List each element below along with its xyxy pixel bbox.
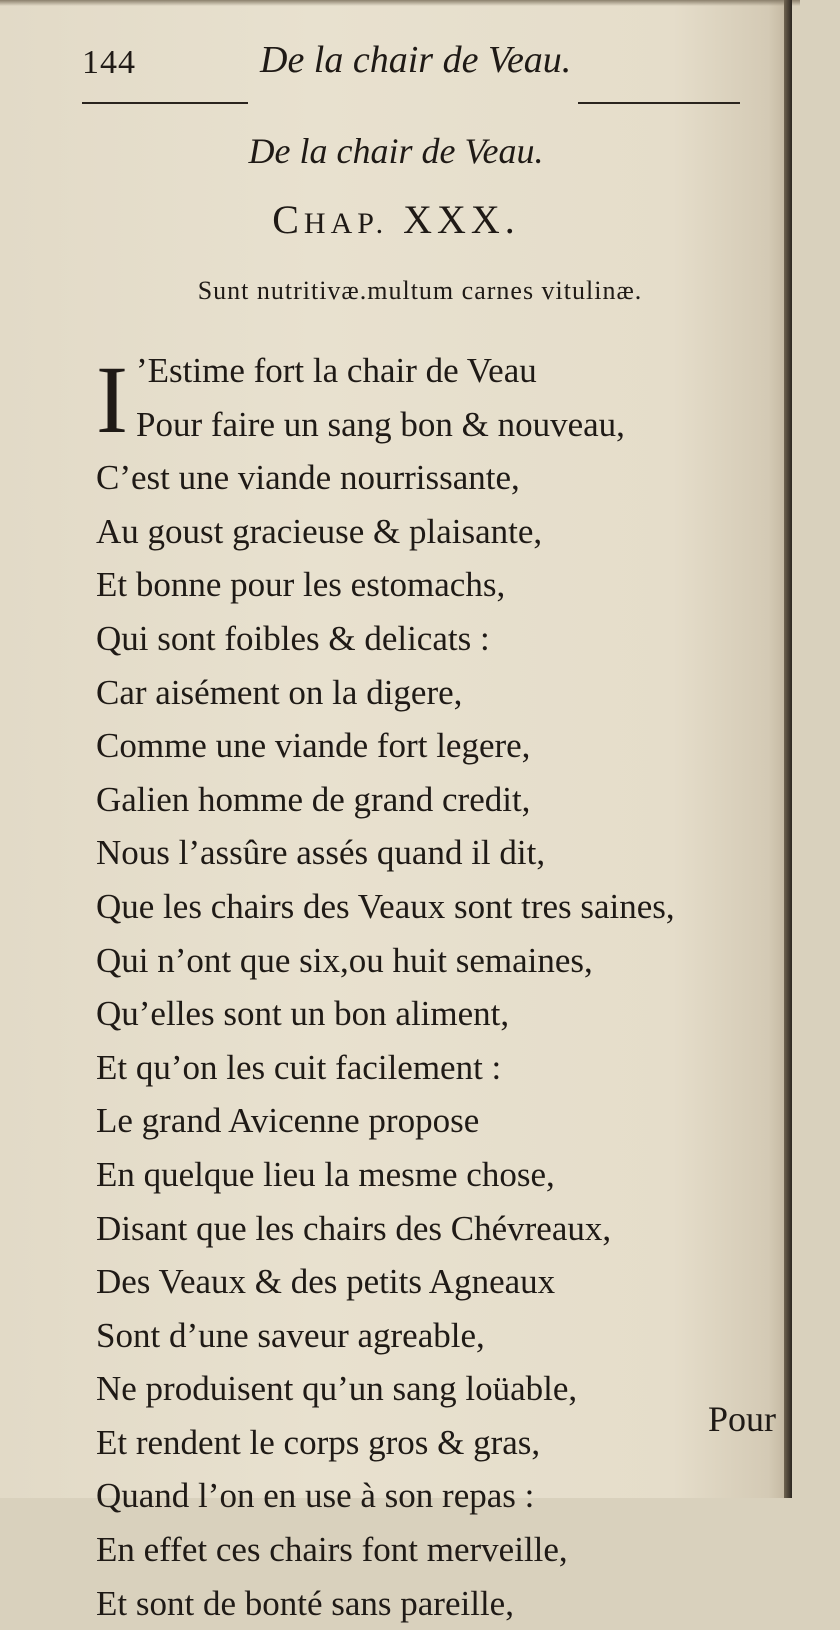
poem-line: Ne produisent qu’un sang loüable, [96,1369,578,1409]
poem-line: Des Veaux & des petits Agneaux [96,1262,556,1302]
section-title: De la chair de Veau. [248,131,544,171]
chapter-word-initial: C [272,197,304,242]
poem-line: En quelque lieu la mesme chose, [96,1154,555,1194]
header-rule-right [578,102,740,104]
poem-line: Et qu’on les cuit facilement : [96,1047,502,1087]
chapter-word-rest: HAP. [303,207,389,240]
drop-cap: I [96,346,128,453]
poem-line: Galien homme de grand credit, [96,779,531,819]
poem-line: Qu’elles sont un bon aliment, [96,994,510,1034]
chapter-heading [0,196,792,243]
running-title: De la chair de Veau. [260,39,572,81]
poem-line: Et rendent le corps gros & gras, [96,1422,541,1462]
poem-line: C’est une viande nourrissante, [96,458,520,498]
poem-line: Quand l’on en use à son repas : [96,1476,535,1516]
poem-line: Qui sont foibles & delicats : [96,618,490,658]
poem-line: Nous l’assûre assés quand il dit, [96,833,546,873]
poem-line: Au goust gracieuse & plaisante, [96,511,543,551]
latin-epigraph: Sunt nutritivæ.multum carnes vitulinæ. [197,276,643,305]
poem-line: Le grand Avicenne propose [96,1101,480,1141]
header-rule-left [82,102,248,104]
poem-body [96,344,796,1630]
poem-line: Et bonne pour les estomachs, [96,565,506,605]
poem-line: Comme une viande fort legere, [96,726,531,766]
poem-line: En effet ces chairs font merveille, [96,1530,568,1570]
poem-line: ’Estime fort la chair de Veau [136,351,537,390]
chapter-number: XXX. [403,197,520,242]
catchword: Pour [708,1399,777,1439]
poem-line: Qui n’ont que six,ou huit semaines, [96,940,593,980]
poem-line: Sont d’une saveur agreable, [96,1315,485,1355]
poem-line: Car aisément on la digere, [96,672,463,712]
poem-line: Et sont de bonté sans pareille, [96,1583,514,1623]
poem-line: Disant que les chairs des Chévreaux, [96,1208,612,1248]
poem-line: Pour faire un sang bon & nouveau, [136,404,625,444]
running-header [82,38,742,88]
page-top-edge [0,0,800,6]
poem-line: Que les chairs des Veaux sont tres saines, [96,886,675,926]
page-number: 144 [82,44,136,81]
